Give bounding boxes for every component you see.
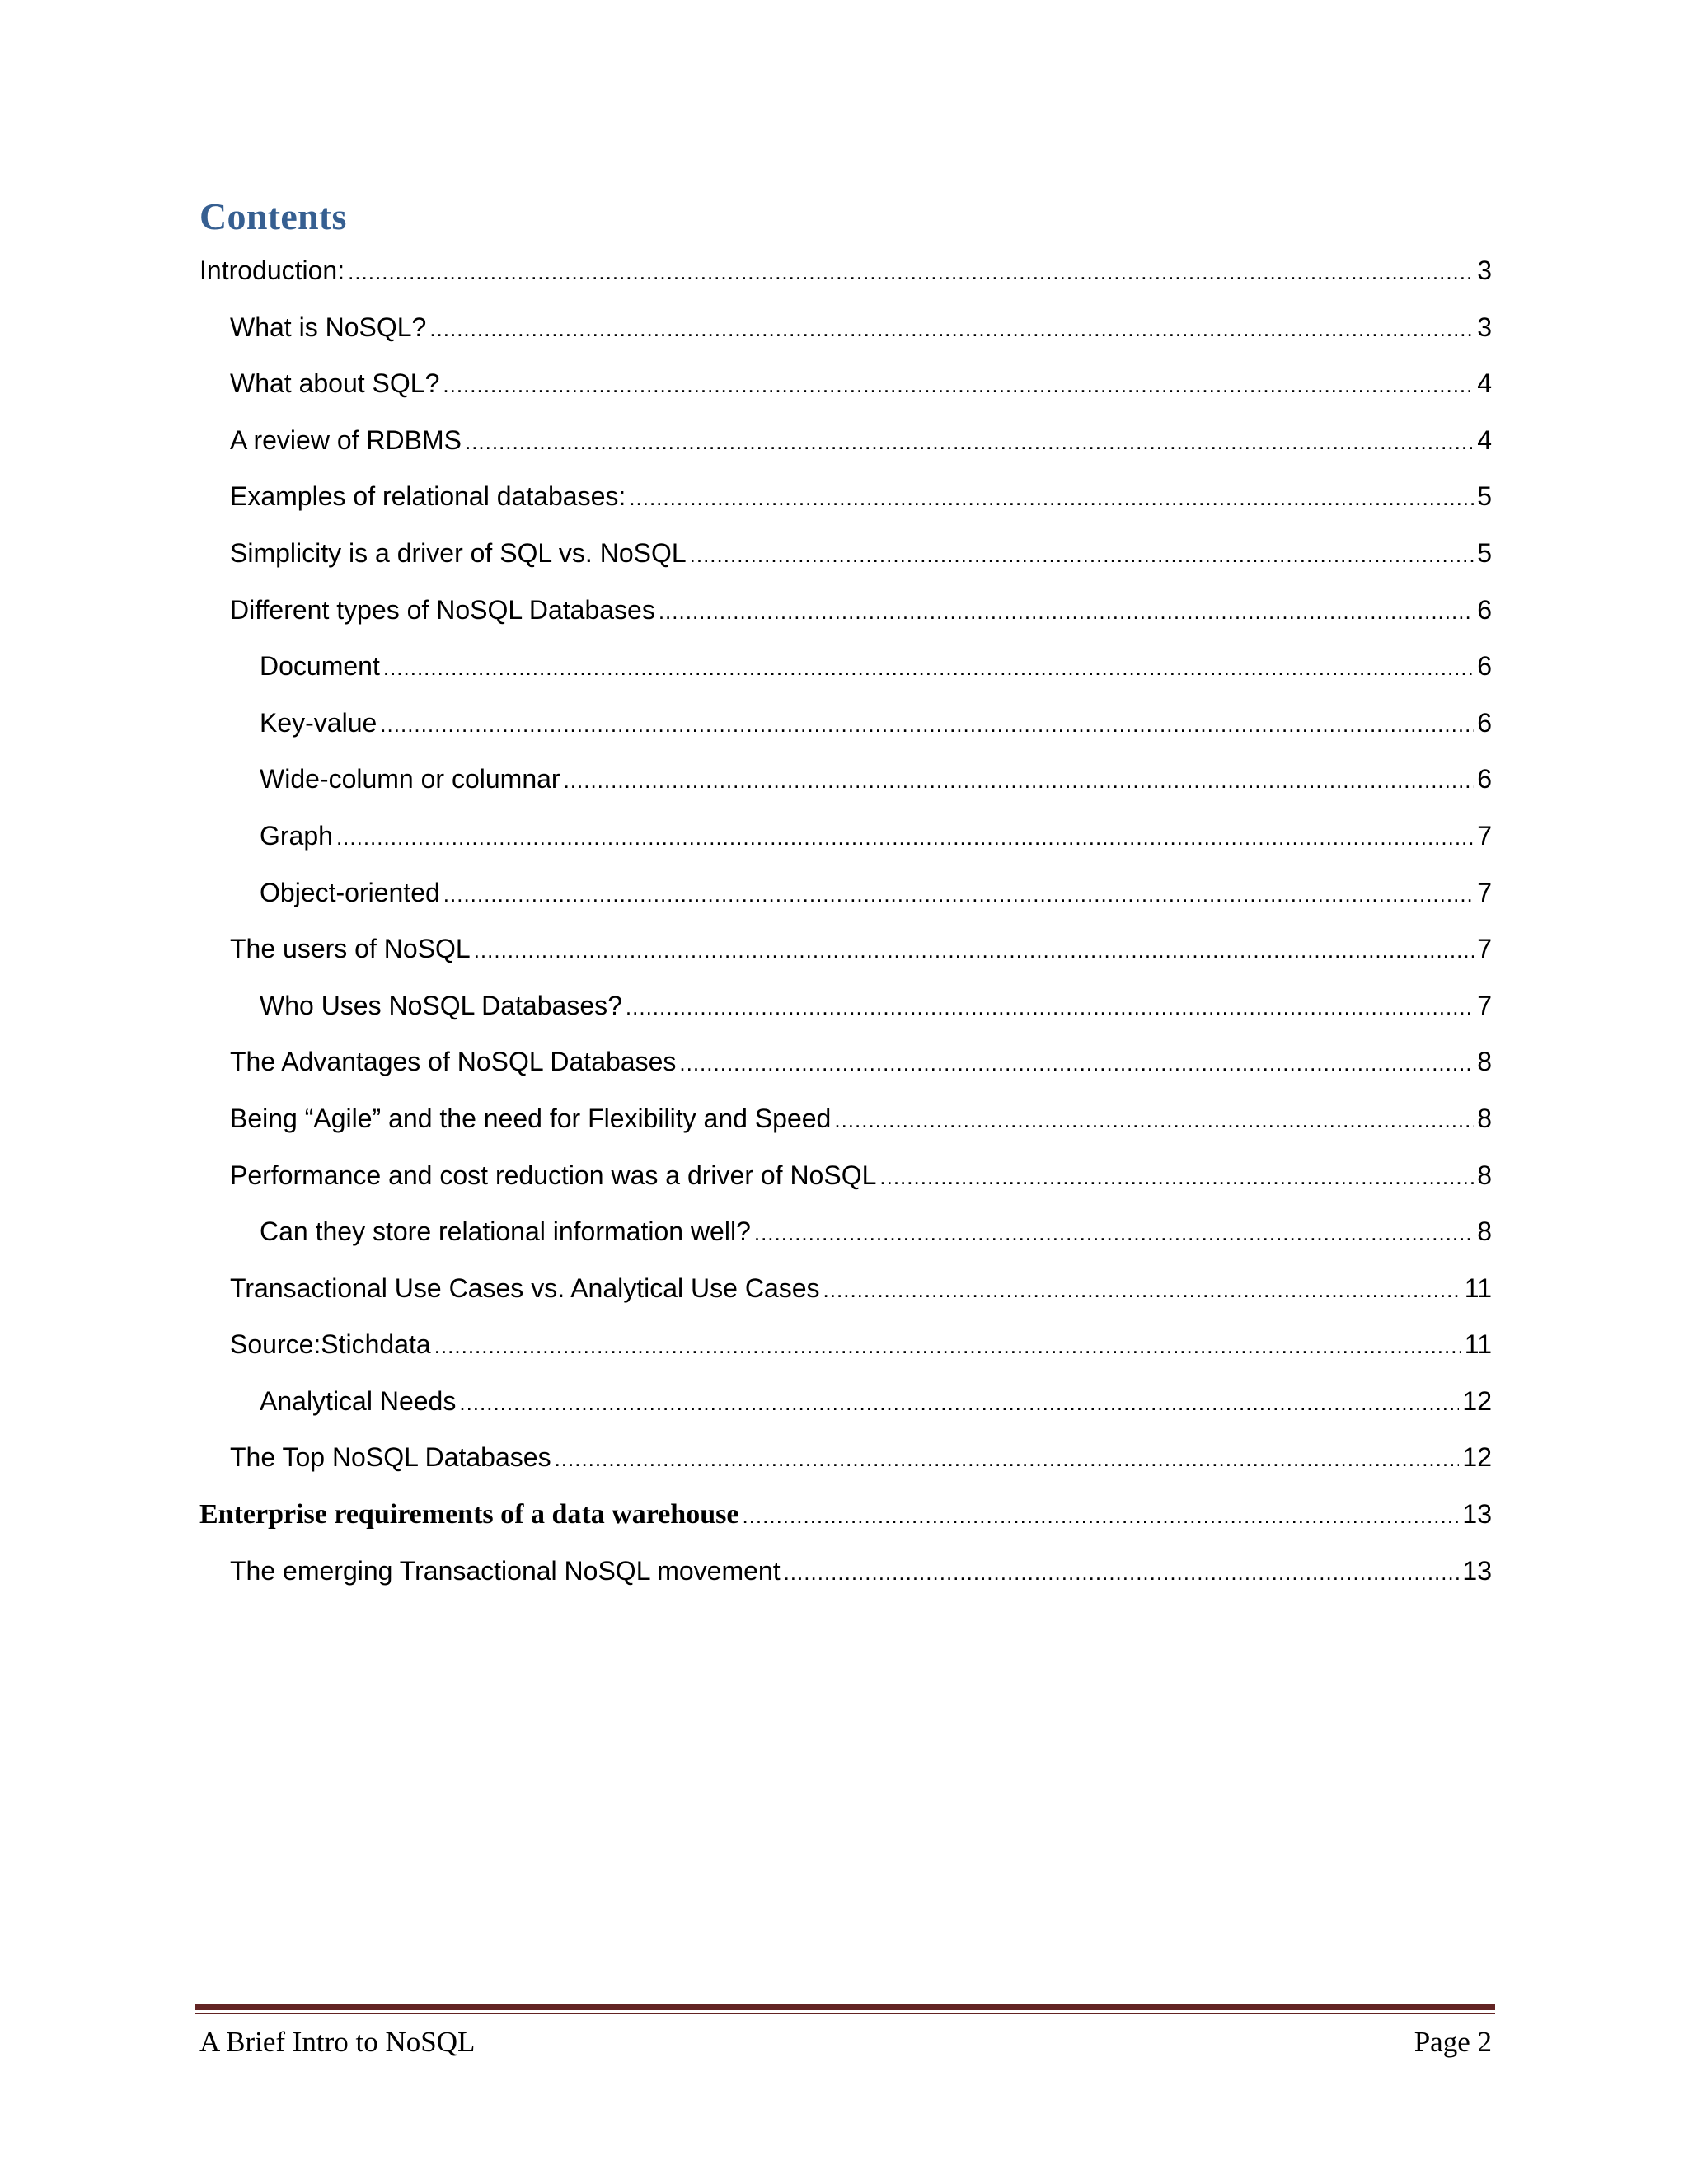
- toc-entry[interactable]: [199, 1268, 1492, 1324]
- toc-entry-page-number: 4: [1477, 368, 1492, 399]
- toc-entry-label: What is NoSQL?: [230, 312, 427, 342]
- toc-entry-label: Graph: [260, 820, 333, 851]
- toc-entry-page-number: 7: [1477, 934, 1492, 964]
- toc-dot-leader: [429, 308, 1474, 349]
- toc-entry[interactable]: [199, 307, 1492, 363]
- footer-divider-thin: [195, 2013, 1495, 2014]
- toc-dot-leader: [336, 817, 1474, 858]
- toc-dot-leader: [380, 704, 1474, 745]
- toc-entry-page-number: 3: [1477, 312, 1492, 342]
- toc-entry[interactable]: [199, 1436, 1492, 1493]
- toc-dot-leader: [659, 591, 1474, 632]
- toc-dot-leader: [742, 1495, 1459, 1536]
- toc-entry[interactable]: [199, 1041, 1492, 1098]
- toc-entry-page-number: 7: [1477, 877, 1492, 907]
- toc-dot-leader: [443, 874, 1474, 915]
- toc-entry[interactable]: [199, 928, 1492, 985]
- toc-entry-page-number: 7: [1477, 820, 1492, 851]
- toc-dot-leader: [626, 987, 1474, 1028]
- toc-dot-leader: [754, 1212, 1474, 1254]
- table-of-contents: [199, 250, 1492, 1606]
- toc-entry-page-number: 13: [1462, 1499, 1492, 1530]
- toc-entry-label: Key-value: [260, 707, 377, 738]
- toc-entry-page-number: 3: [1477, 255, 1492, 285]
- toc-entry-label: Enterprise requirements of a data warehouse: [199, 1499, 739, 1530]
- toc-entry[interactable]: [199, 815, 1492, 872]
- toc-entry[interactable]: [199, 419, 1492, 476]
- toc-entry[interactable]: [199, 1211, 1492, 1268]
- toc-dot-leader: [348, 251, 1474, 293]
- toc-dot-leader: [555, 1438, 1460, 1479]
- toc-entry-page-number: 5: [1477, 481, 1492, 512]
- page-footer: [199, 2018, 1492, 2067]
- toc-dot-leader: [679, 1043, 1474, 1084]
- toc-entry-page-number: 13: [1462, 1555, 1492, 1586]
- toc-entry-page-number: 7: [1477, 990, 1492, 1020]
- toc-entry-page-number: 12: [1462, 1385, 1492, 1416]
- toc-dot-leader: [434, 1325, 1461, 1366]
- toc-entry-label: Being “Agile” and the need for Flexibility and Speed: [230, 1103, 832, 1133]
- toc-title: Contents: [199, 195, 347, 237]
- toc-entry-label: A review of RDBMS: [230, 424, 462, 455]
- toc-entry-page-number: 5: [1477, 537, 1492, 568]
- footer-divider-thick: [195, 2004, 1495, 2010]
- toc-entry-page-number: 6: [1477, 651, 1492, 682]
- toc-entry[interactable]: [199, 1098, 1492, 1155]
- toc-entry-page-number: 6: [1477, 764, 1492, 794]
- toc-entry[interactable]: [199, 758, 1492, 815]
- toc-entry-page-number: 8: [1477, 1216, 1492, 1247]
- toc-entry-label: The Top NoSQL Databases: [230, 1442, 551, 1473]
- toc-entry-label: Wide-column or columnar: [260, 764, 560, 794]
- toc-dot-leader: [564, 760, 1475, 801]
- toc-dot-leader: [629, 477, 1474, 518]
- toc-dot-leader: [465, 421, 1474, 462]
- toc-entry[interactable]: [199, 589, 1492, 646]
- toc-entry-label: Analytical Needs: [260, 1385, 457, 1416]
- toc-entry[interactable]: [199, 1380, 1492, 1437]
- toc-entry[interactable]: [199, 1155, 1492, 1212]
- toc-entry-label: Performance and cost reduction was a driver of NoSQL: [230, 1160, 877, 1190]
- toc-entry-page-number: 4: [1477, 424, 1492, 455]
- toc-entry-label: The users of NoSQL: [230, 934, 471, 964]
- toc-entry-label: Document: [260, 651, 380, 682]
- toc-entry-label: Can they store relational information well?: [260, 1216, 751, 1247]
- toc-entry[interactable]: [199, 1550, 1492, 1607]
- toc-entry-page-number: 6: [1477, 594, 1492, 625]
- toc-entry[interactable]: [199, 363, 1492, 419]
- toc-entry-page-number: 12: [1462, 1442, 1492, 1473]
- toc-entry[interactable]: [199, 250, 1492, 307]
- footer-page-number: Page 2: [1414, 2026, 1492, 2058]
- toc-dot-leader: [474, 930, 1475, 971]
- toc-entry-label: Object-oriented: [260, 877, 440, 907]
- toc-entry-label: Simplicity is a driver of SQL vs. NoSQL: [230, 537, 687, 568]
- toc-dot-leader: [784, 1552, 1460, 1593]
- toc-entry-page-number: 8: [1477, 1103, 1492, 1133]
- toc-entry[interactable]: [199, 702, 1492, 759]
- toc-entry-label: Source:Stichdata: [230, 1329, 431, 1360]
- toc-entry-label: The emerging Transactional NoSQL movement: [230, 1555, 781, 1586]
- toc-entry[interactable]: [199, 1493, 1492, 1550]
- toc-dot-leader: [879, 1156, 1474, 1197]
- toc-entry[interactable]: [199, 476, 1492, 532]
- toc-entry[interactable]: [199, 985, 1492, 1042]
- toc-entry-label: Different types of NoSQL Databases: [230, 594, 655, 625]
- toc-dot-leader: [690, 534, 1475, 575]
- toc-dot-leader: [443, 364, 1474, 405]
- toc-entry-label: Transactional Use Cases vs. Analytical Use Cases: [230, 1272, 820, 1303]
- toc-dot-leader: [383, 647, 1474, 688]
- toc-entry-page-number: 11: [1464, 1329, 1492, 1360]
- toc-entry-label: Introduction:: [199, 255, 345, 285]
- footer-document-title: A Brief Intro to NoSQL: [199, 2026, 476, 2058]
- toc-entry-page-number: 6: [1477, 707, 1492, 738]
- toc-dot-leader: [834, 1099, 1474, 1141]
- toc-entry[interactable]: [199, 532, 1492, 589]
- toc-entry-page-number: 8: [1477, 1047, 1492, 1077]
- toc-entry-label: The Advantages of NoSQL Databases: [230, 1047, 677, 1077]
- toc-entry[interactable]: [199, 1324, 1492, 1380]
- toc-entry[interactable]: [199, 645, 1492, 702]
- toc-dot-leader: [459, 1382, 1459, 1423]
- toc-entry[interactable]: [199, 872, 1492, 929]
- toc-dot-leader: [823, 1269, 1461, 1310]
- toc-entry-page-number: 11: [1464, 1272, 1492, 1303]
- toc-entry-page-number: 8: [1477, 1160, 1492, 1190]
- toc-entry-label: Examples of relational databases:: [230, 481, 626, 512]
- toc-entry-label: Who Uses NoSQL Databases?: [260, 990, 622, 1020]
- toc-entry-label: What about SQL?: [230, 368, 440, 399]
